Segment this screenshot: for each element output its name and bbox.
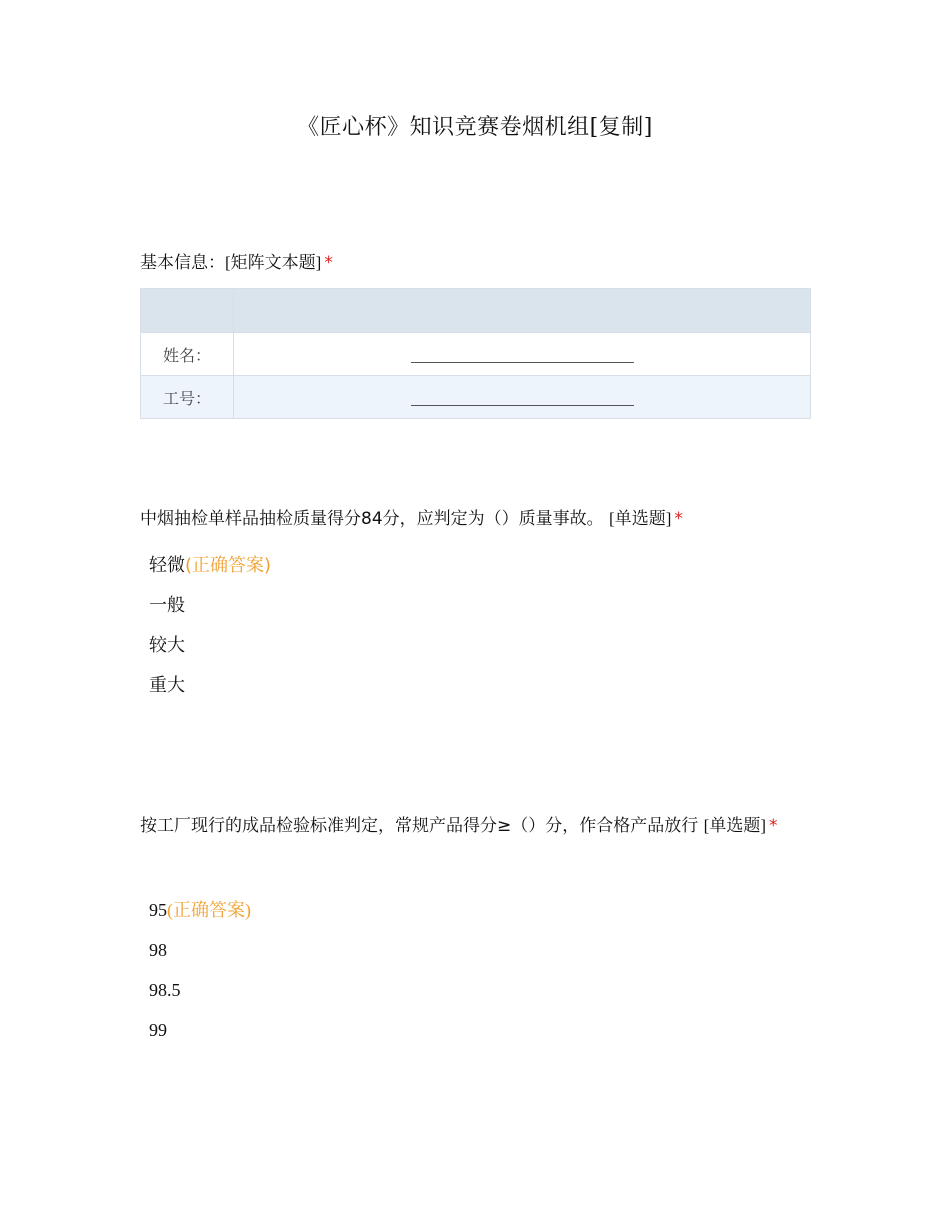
matrix-header-cell (234, 289, 811, 333)
required-mark: * (768, 816, 778, 836)
option-label: 98 (149, 940, 167, 960)
employee-id-blank-field[interactable] (411, 391, 634, 406)
option-item[interactable] (149, 970, 251, 1010)
option-item[interactable] (149, 890, 251, 930)
option-item[interactable] (149, 1010, 251, 1050)
option-label: 95 (149, 900, 167, 920)
option-item[interactable] (149, 666, 271, 706)
question-1-title (140, 501, 810, 537)
matrix-question-title (140, 245, 810, 281)
question-text: 按工厂现行的成品检验标准判定，常规产品得分≥（）分，作合格产品放行 (140, 816, 699, 836)
name-blank-field[interactable] (411, 348, 634, 363)
question-2-options (149, 890, 251, 1050)
matrix-row-label: 姓名： (141, 333, 234, 376)
option-item[interactable] (149, 626, 271, 666)
required-mark: * (674, 509, 683, 529)
correct-answer-note: (正确答案) (185, 555, 272, 576)
option-label: 较大 (149, 635, 185, 656)
question-type-tag: [单选题] (609, 509, 672, 528)
option-item[interactable] (149, 586, 271, 626)
matrix-input-cell[interactable] (234, 376, 811, 419)
question-2-title (140, 808, 810, 844)
option-label: 重大 (149, 675, 185, 696)
question-type-tag: [矩阵文本题] (225, 253, 322, 272)
required-mark: * (324, 253, 333, 273)
option-item[interactable] (149, 546, 271, 586)
matrix-row-employee-id (141, 376, 811, 419)
matrix-input-cell[interactable] (234, 333, 811, 376)
option-label: 98.5 (149, 980, 181, 1000)
question-type-tag: [单选题] (703, 816, 766, 835)
matrix-row-name (141, 333, 811, 376)
survey-title: 《匠心杯》知识竞赛卷烟机组[复制] (297, 115, 653, 140)
question-1-options (149, 546, 271, 706)
option-label: 轻微 (149, 555, 185, 576)
option-label: 一般 (149, 595, 185, 616)
option-item[interactable] (149, 930, 251, 970)
question-text: 中烟抽检单样品抽检质量得分84分，应判定为（）质量事故。 (140, 509, 604, 529)
correct-answer-note: (正确答案) (167, 900, 251, 920)
question-text: 基本信息： (140, 253, 225, 273)
matrix-header-cell (141, 289, 234, 333)
matrix-table (140, 288, 811, 419)
option-label: 99 (149, 1020, 167, 1040)
matrix-row-label: 工号： (141, 376, 234, 419)
matrix-header-row (141, 289, 811, 333)
